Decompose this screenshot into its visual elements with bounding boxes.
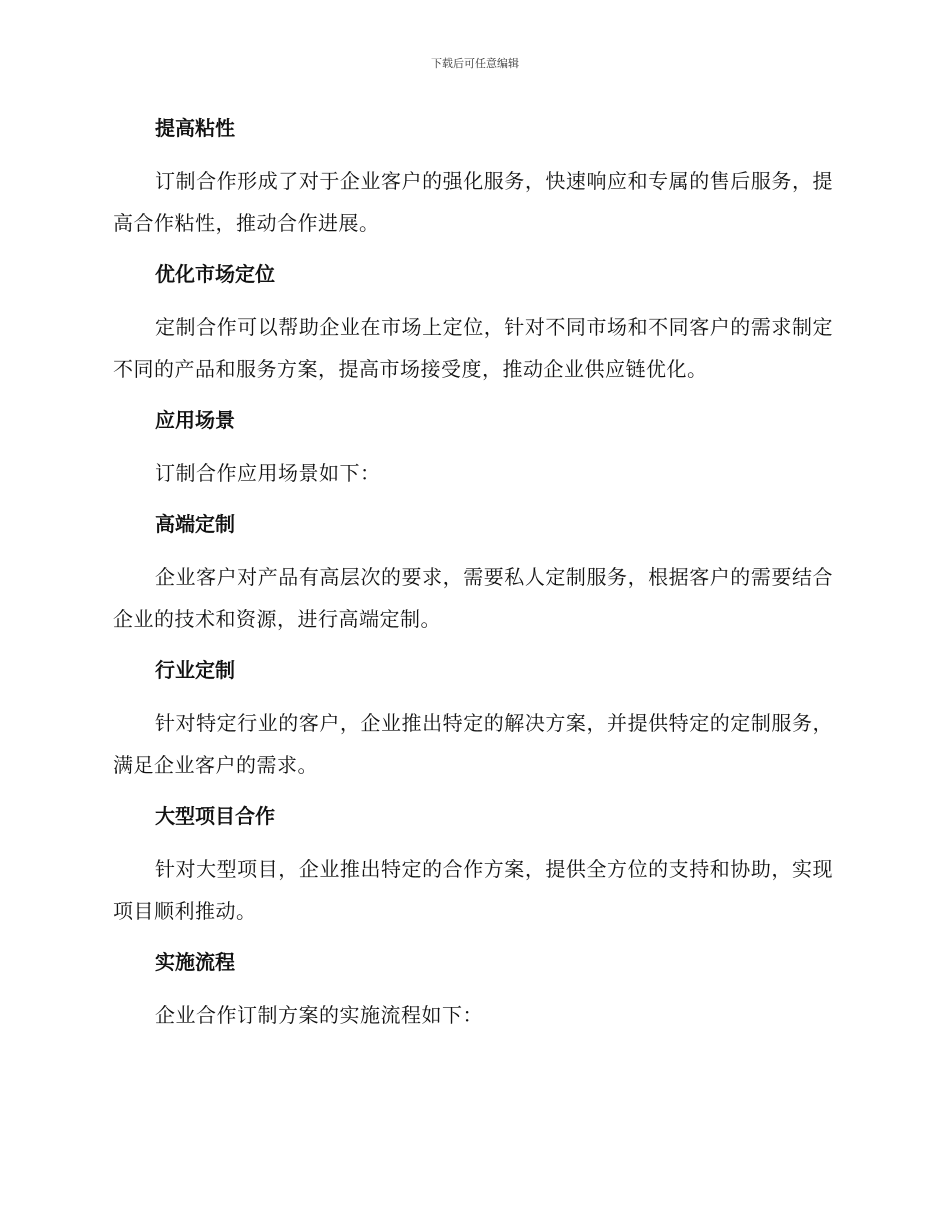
heading-large-project-cooperation: 大型项目合作 bbox=[155, 804, 275, 828]
document-body bbox=[113, 108, 833, 1046]
heading-improve-stickiness: 提高粘性 bbox=[155, 116, 235, 140]
para-implementation-process: 企业合作订制方案的实施流程如下： bbox=[155, 1003, 483, 1027]
heading-optimize-market-positioning: 优化市场定位 bbox=[155, 262, 275, 286]
heading-high-end-customization: 高端定制 bbox=[155, 512, 235, 536]
page-header: 下载后可任意编辑 bbox=[431, 57, 519, 70]
para-optimize-market-positioning: 定制合作可以帮助企业在市场上定位，针对不同市场和不同客户的需求制定不同的产品和服务方案，提高市场接受度，推动企业供应链优化。 bbox=[113, 315, 833, 381]
para-industry-customization: 针对特定行业的客户，企业推出特定的解决方案，并提供特定的定制服务，满足企业客户的需求。 bbox=[113, 711, 833, 777]
para-high-end-customization: 企业客户对产品有高层次的要求，需要私人定制服务，根据客户的需要结合企业的技术和资源，进行高端定制。 bbox=[113, 565, 833, 631]
heading-application-scenarios: 应用场景 bbox=[155, 408, 235, 432]
para-application-scenarios: 订制合作应用场景如下： bbox=[155, 461, 381, 485]
para-large-project-cooperation: 针对大型项目，企业推出特定的合作方案，提供全方位的支持和协助，实现项目顺利推动。 bbox=[113, 857, 833, 923]
para-improve-stickiness: 订制合作形成了对于企业客户的强化服务，快速响应和专属的售后服务，提高合作粘性，推动合作进展。 bbox=[113, 169, 833, 235]
heading-implementation-process: 实施流程 bbox=[155, 950, 235, 974]
heading-industry-customization: 行业定制 bbox=[155, 658, 235, 682]
